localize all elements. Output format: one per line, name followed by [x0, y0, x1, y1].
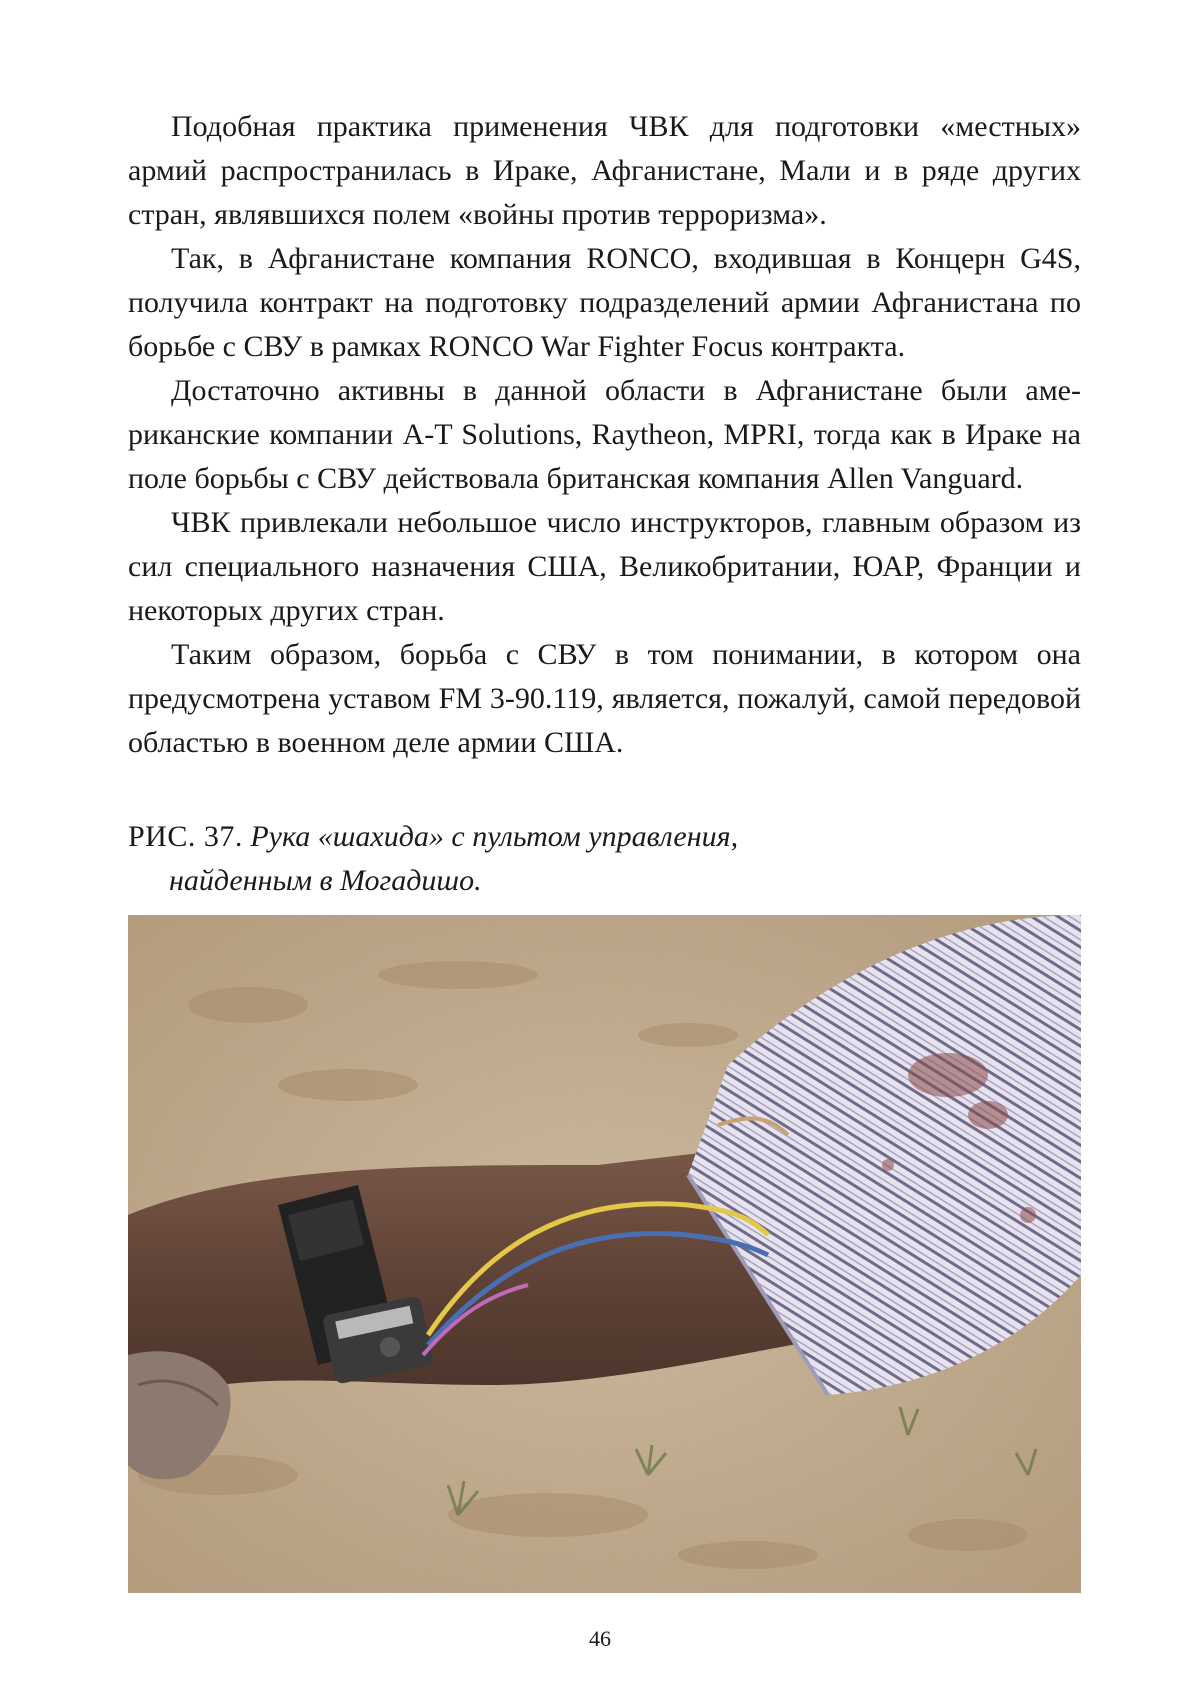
- paragraph-1: Подобная практика применения ЧВК для подготовки «местных» армий распространилась в Ираке, Афганистане, Мали и в ряде других стран, являвшихся полем «войны против терроризма».: [128, 110, 1081, 231]
- paragraph-5: Таким образом, борьба с СВУ в том понимании, в котором она предусмотрена уставом FM 3-90.119, является, пожалуй, самой передовой областью в военном деле армии США.: [128, 638, 1081, 759]
- figure-label: РИС. 37.: [128, 820, 243, 853]
- photo-arm-with-remote: [128, 915, 1081, 1593]
- paragraph-3: Достаточно активны в данной области в Афганистане были американские компании A-T Solutions, Raytheon, MPRI, тогда как в Ираке на поле борьбы с СВУ действовала британская компания Allen Vanguard.: [128, 374, 1081, 495]
- figure-caption-line2: найденным в Могадишо.: [169, 864, 482, 897]
- body-text: [128, 105, 1081, 765]
- page-number: 46: [589, 1626, 611, 1651]
- paragraph-4: ЧВК привлекали небольшое число инструкторов, главным образом из сил специального назначения США, Великобритании, ЮАР, Франции и некоторых других стран.: [128, 506, 1081, 627]
- paragraph-2: Так, в Афганистане компания RONCO, входившая в Концерн G4S, получила контракт на подготовку подразделений армии Афганистана по борьбе с СВУ в рамках RONCO War Fighter Focus контракта.: [128, 242, 1081, 363]
- figure-photo: [128, 915, 1081, 1593]
- figure-caption-line1: Рука «шахида» с пультом управления,: [250, 820, 739, 853]
- figure-caption: [128, 815, 1081, 903]
